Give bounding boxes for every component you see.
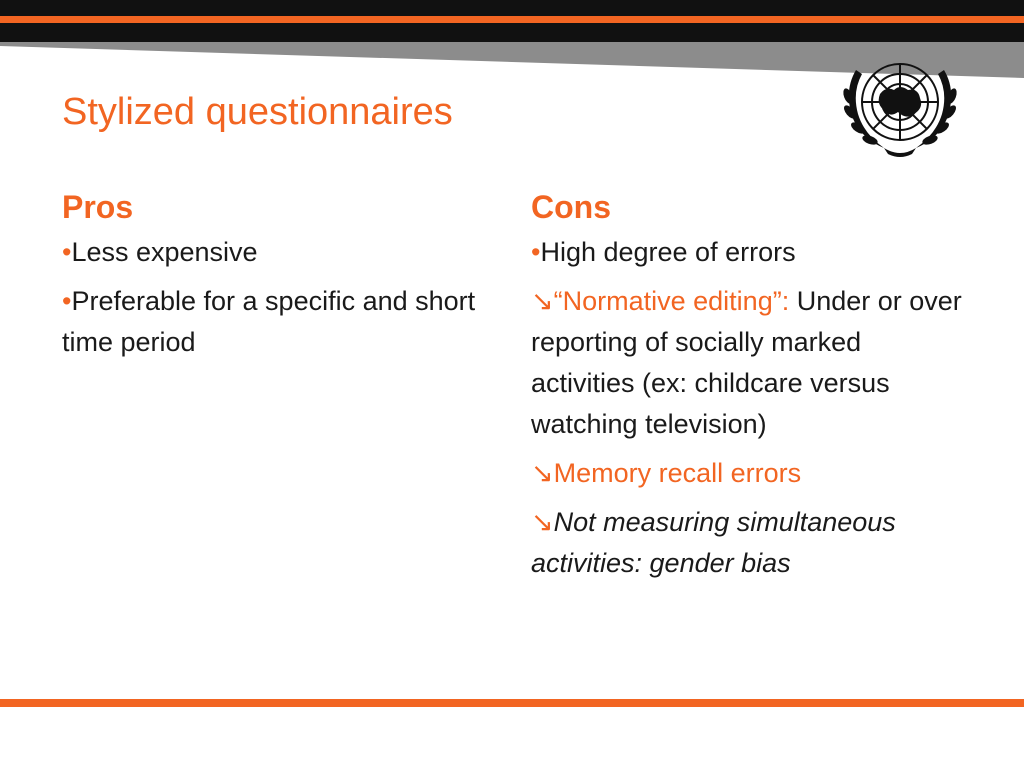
cons-item-errors <box>531 232 971 273</box>
cons-item-simultaneous <box>531 502 971 584</box>
arrow-down-right-icon: ↘ <box>531 458 554 489</box>
cons-column <box>531 188 971 592</box>
cons-item-memory-recall <box>531 453 971 494</box>
pros-heading: Pros <box>62 189 134 225</box>
bullet-icon: • <box>62 237 72 268</box>
cons-item-text: High degree of errors <box>540 237 796 268</box>
cons-item-text: Under or over reporting of socially marked activities (ex: childcare versus watching television) <box>531 286 962 440</box>
pros-item-short-period <box>62 281 482 363</box>
pros-column <box>62 188 482 371</box>
cons-item-normative-editing <box>531 281 971 445</box>
cons-item-highlight: “Normative editing”: <box>553 286 790 317</box>
cons-item-highlight: Memory recall errors <box>553 458 802 489</box>
header-orange-stripe <box>0 16 1024 23</box>
pros-item-text: Less expensive <box>71 237 258 268</box>
arrow-down-right-icon: ↘ <box>531 507 554 538</box>
un-emblem-icon <box>834 50 966 162</box>
slide-title: Stylized questionnaires <box>62 91 453 133</box>
footer-orange-rule <box>0 699 1024 707</box>
pros-item-text: Preferable for a specific and short time period <box>62 286 476 358</box>
pros-item-less-expensive <box>62 232 482 273</box>
cons-heading: Cons <box>531 189 611 225</box>
bullet-icon: • <box>62 286 72 317</box>
arrow-down-right-icon: ↘ <box>531 286 554 317</box>
cons-item-text: Not measuring simultaneous activities: gender bias <box>531 507 896 579</box>
bullet-icon: • <box>531 237 541 268</box>
